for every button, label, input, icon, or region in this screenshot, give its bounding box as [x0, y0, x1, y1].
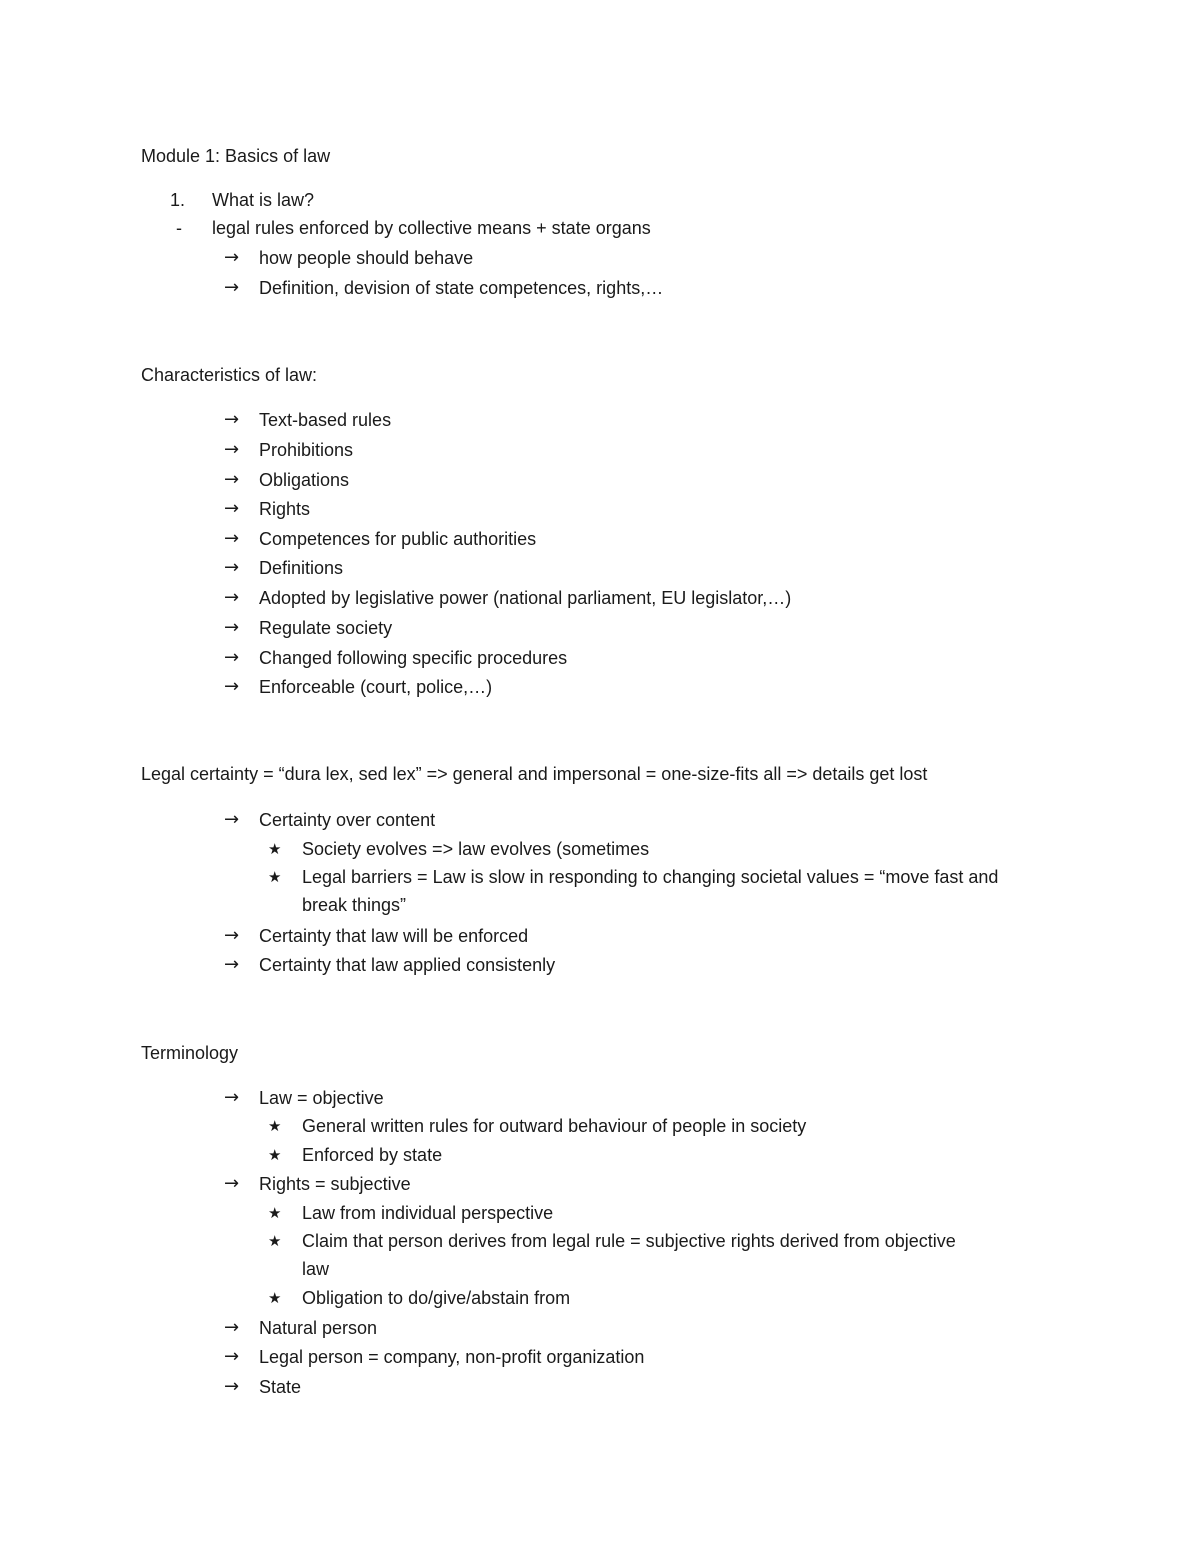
sub-item: Obligation to do/give/abstain from — [302, 1288, 571, 1308]
sub-item-continuation: break things” — [302, 895, 407, 915]
list-item: Certainty that law applied consistenly — [259, 955, 556, 975]
sub-item: Society evolves => law evolves (sometimes — [302, 839, 650, 859]
sub-item-continuation: law — [302, 1259, 330, 1279]
arrow-icon: → — [224, 498, 240, 519]
arrow-icon: → — [224, 469, 240, 490]
arrow-icon: → — [224, 557, 240, 578]
list-item: Text-based rules — [259, 410, 392, 430]
list-item: Obligations — [259, 470, 350, 490]
arrow-icon: → — [224, 1346, 240, 1367]
arrow-icon: → — [224, 1087, 240, 1108]
list-item: Regulate society — [259, 618, 393, 638]
arrow-icon: → — [224, 617, 240, 638]
sub-item: Law from individual perspective — [302, 1203, 554, 1223]
list-item: Certainty that law will be enforced — [259, 926, 529, 946]
arrow-icon: → — [224, 676, 240, 697]
list-item: Enforceable (court, police,…) — [259, 677, 493, 697]
star-icon: ★ — [268, 868, 282, 886]
sub-item: Legal barriers = Law is slow in responding to changing societal values = “move fast and — [302, 867, 999, 887]
arrow-icon: → — [224, 925, 240, 946]
arrow-icon: → — [224, 1173, 240, 1194]
page-title: Module 1: Basics of law — [141, 146, 331, 166]
arrow-icon: → — [224, 954, 240, 975]
list-item: Prohibitions — [259, 440, 354, 460]
star-icon: ★ — [268, 840, 282, 858]
arrow-icon: → — [224, 809, 240, 830]
list-item: State — [259, 1377, 302, 1397]
list-item: Definitions — [259, 558, 344, 578]
star-icon: ★ — [268, 1204, 282, 1222]
list-item: Legal person = company, non-profit organization — [259, 1347, 645, 1367]
list-number: 1. — [170, 190, 186, 210]
section-heading: Terminology — [141, 1043, 239, 1063]
list-item: Law = objective — [259, 1088, 384, 1108]
list-item: Certainty over content — [259, 810, 436, 830]
list-item: Changed following specific procedures — [259, 648, 568, 668]
list-item: Rights = subjective — [259, 1174, 411, 1194]
arrow-icon: → — [224, 528, 240, 549]
arrow-icon: → — [224, 1317, 240, 1338]
arrow-icon: → — [224, 439, 240, 460]
question-text: What is law? — [212, 190, 315, 210]
arrow-icon: → — [224, 647, 240, 668]
sub-item: Enforced by state — [302, 1145, 443, 1165]
star-icon: ★ — [268, 1117, 282, 1135]
arrow-icon: → — [224, 409, 240, 430]
section-heading: Legal certainty = “dura lex, sed lex” => general and impersonal = one-size-fits all => details get lost — [141, 764, 928, 784]
section-heading: Characteristics of law: — [141, 365, 318, 385]
list-item: Natural person — [259, 1318, 378, 1338]
arrow-item: how people should behave — [259, 248, 474, 268]
arrow-item: Definition, devision of state competences, rights,… — [259, 278, 664, 298]
list-item: Adopted by legislative power (national parliament, EU legislator,…) — [259, 588, 792, 608]
dash-bullet: - — [176, 218, 182, 238]
sub-item: General written rules for outward behaviour of people in society — [302, 1116, 807, 1136]
dash-item: legal rules enforced by collective means + state organs — [212, 218, 651, 238]
sub-item: Claim that person derives from legal rule = subjective rights derived from objective — [302, 1231, 956, 1251]
star-icon: ★ — [268, 1289, 282, 1307]
arrow-icon: → — [224, 1376, 240, 1397]
star-icon: ★ — [268, 1146, 282, 1164]
arrow-icon: → — [224, 587, 240, 608]
list-item: Competences for public authorities — [259, 529, 537, 549]
list-item: Rights — [259, 499, 311, 519]
arrow-icon: → — [224, 247, 240, 268]
star-icon: ★ — [268, 1232, 282, 1250]
arrow-icon: → — [224, 277, 240, 298]
